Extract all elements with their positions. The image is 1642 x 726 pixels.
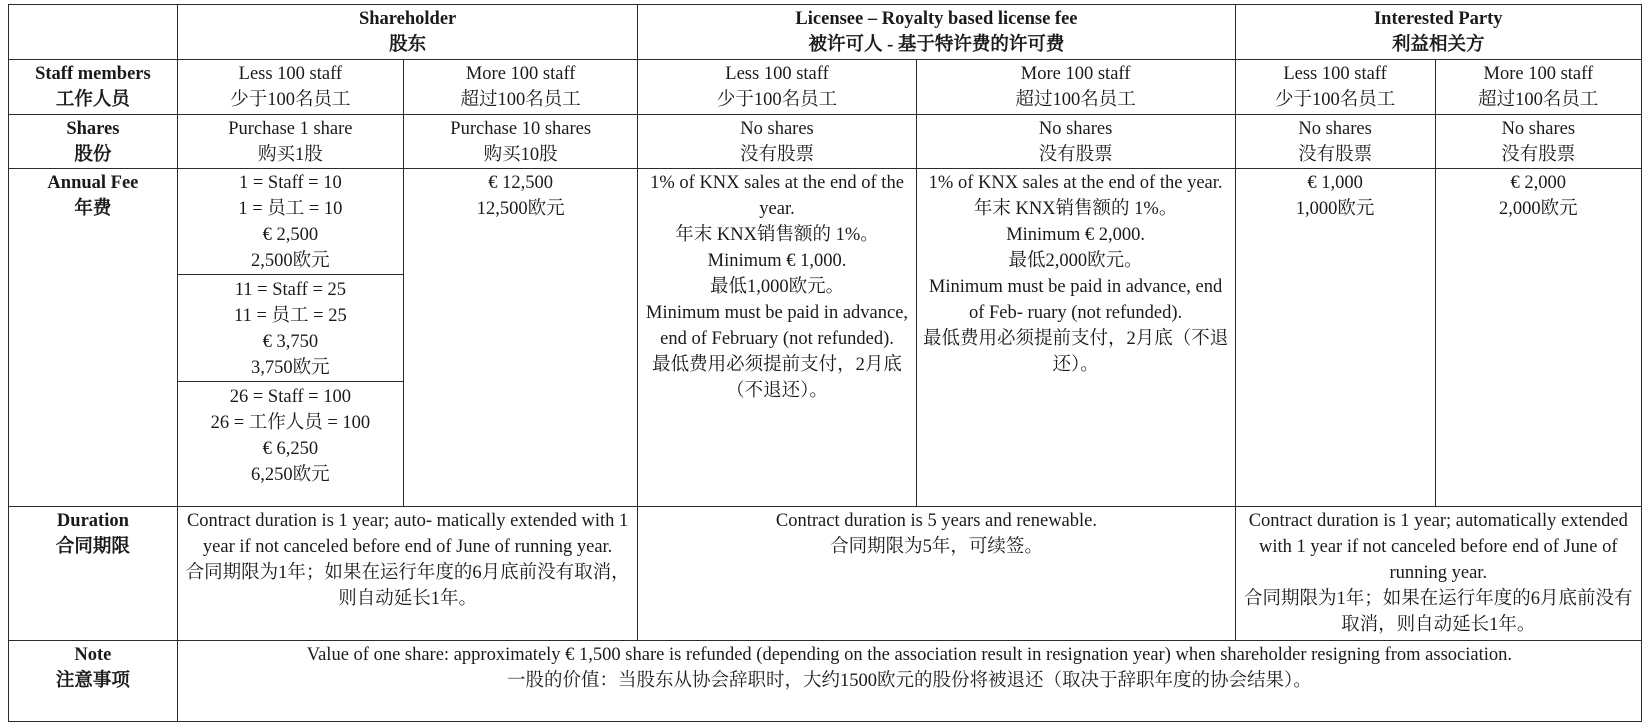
- fee-eur: € 12,500: [488, 173, 554, 194]
- duration-licensee: [638, 506, 1235, 640]
- shares-en: No shares: [740, 118, 814, 139]
- fee-shareholder-large: [403, 169, 637, 507]
- fee-line: Minimum must be paid in advance, end of February (not refunded).: [646, 303, 909, 350]
- header-shareholder-en: Shareholder: [358, 9, 457, 29]
- staff-en: Less 100 staff: [238, 63, 343, 84]
- shares-zh: 没有股票: [1501, 144, 1576, 165]
- row-label-fee: [9, 169, 178, 507]
- tier-fee-zh: 2,500欧元: [251, 251, 330, 272]
- staff-cell: [177, 59, 403, 114]
- row-label-fee-zh: 年费: [74, 199, 112, 220]
- staff-en: Less 100 staff: [1283, 63, 1387, 84]
- row-label-staff: [9, 59, 178, 114]
- header-licensee: [638, 5, 1235, 60]
- shares-zh: 购买10股: [483, 144, 558, 165]
- duration-en: Contract duration is 5 years and renewable.: [775, 510, 1097, 531]
- header-licensee-en: Licensee – Royalty based license fee: [795, 9, 1078, 29]
- staff-zh: 超过100名员工: [1015, 89, 1136, 110]
- fee-line: 最低费用必须提前支付，2月底（不退还）。: [922, 329, 1229, 376]
- shares-cell: [638, 114, 916, 169]
- duration-zh: 合同期限为1年；如果在运行年度的6月底前没有取消，则自动延长1年。: [1244, 588, 1633, 635]
- fee-line: 年末 KNX销售额的 1%。: [675, 225, 879, 246]
- row-label-duration-en: Duration: [56, 510, 129, 531]
- fee-line: 1% of KNX sales at the end of the year.: [928, 173, 1223, 194]
- tier-fee-eur: € 3,750: [262, 332, 319, 353]
- staff-en: More 100 staff: [1483, 63, 1594, 84]
- header-interested-en: Interested Party: [1373, 9, 1503, 29]
- staff-zh: 少于100名员工: [716, 89, 838, 110]
- row-label-staff-zh: 工作人员: [55, 89, 130, 110]
- header-shareholder-zh: 股东: [389, 35, 427, 55]
- duration-shareholder: [177, 506, 638, 640]
- shares-en: Purchase 10 shares: [450, 118, 592, 139]
- fee-interested-small: [1235, 169, 1435, 507]
- fee-tier: [178, 381, 403, 488]
- fee-licensee-large: [916, 169, 1235, 507]
- staff-en: More 100 staff: [1020, 63, 1131, 84]
- shares-cell: [1435, 114, 1641, 169]
- fee-eur: € 2,000: [1510, 173, 1567, 194]
- shares-en: No shares: [1038, 118, 1113, 139]
- duration-en: Contract duration is 1 year; automatically extended with 1 year if not canceled before end of June of running year.: [1248, 510, 1628, 583]
- row-label-duration-zh: 合同期限: [55, 536, 130, 557]
- duration-row: [9, 506, 1642, 640]
- fee-line: 年末 KNX销售额的 1%。: [973, 199, 1178, 220]
- header-row: [9, 5, 1642, 60]
- fee-tier: [178, 274, 403, 381]
- tier-range-en: 26 = Staff = 100: [229, 387, 351, 408]
- shares-en: No shares: [1298, 118, 1372, 139]
- fee-line: Minimum € 1,000.: [707, 251, 847, 272]
- staff-cell: [916, 59, 1235, 114]
- note-text: [177, 640, 1641, 721]
- row-label-fee-en: Annual Fee: [47, 173, 139, 194]
- staff-cell: [638, 59, 916, 114]
- note-row: [9, 640, 1642, 721]
- tier-range-en: 1 = Staff = 10: [239, 173, 342, 194]
- shares-cell: [403, 114, 637, 169]
- fee-licensee-small: [638, 169, 916, 507]
- tier-range-zh: 1 = 员工 = 10: [238, 199, 343, 220]
- header-interested-party: [1235, 5, 1641, 60]
- duration-zh: 合同期限为1年；如果在运行年度的6月底前没有取消，则自动延长1年。: [185, 562, 630, 609]
- tier-fee-eur: € 6,250: [262, 439, 319, 460]
- shares-cell: [916, 114, 1235, 169]
- shares-zh: 没有股票: [740, 144, 815, 165]
- tier-range-zh: 26 = 工作人员 = 100: [210, 413, 371, 434]
- note-zh: 一股的价值：当股东从协会辞职时，大约1500欧元的股份将被退还（取决于辞职年度的协会结果）。: [507, 670, 1312, 691]
- fee-zh: 1,000欧元: [1295, 199, 1375, 220]
- row-label-shares: [9, 114, 178, 169]
- fee-eur: € 1,000: [1307, 173, 1363, 194]
- fee-shareholder-small: [177, 169, 403, 507]
- tier-fee-zh: 3,750欧元: [251, 358, 330, 379]
- fee-zh: 2,000欧元: [1498, 199, 1578, 220]
- header-interested-zh: 利益相关方: [1392, 35, 1485, 55]
- shares-cell: [177, 114, 403, 169]
- fee-line: Minimum must be paid in advance, end of Feb- ruary (not refunded).: [928, 277, 1223, 324]
- row-label-shares-zh: 股份: [74, 144, 112, 165]
- staff-en: Less 100 staff: [725, 63, 829, 84]
- staff-zh: 少于100名员工: [1274, 89, 1396, 110]
- fee-line: 最低费用必须提前支付，2月底（不退还）。: [652, 355, 902, 402]
- staff-cell: [1435, 59, 1641, 114]
- staff-row: [9, 59, 1642, 114]
- fee-line: 最低2,000欧元。: [1008, 251, 1143, 272]
- fee-line: Minimum € 2,000.: [1006, 225, 1145, 246]
- corner-cell: [9, 5, 178, 60]
- staff-zh: 少于100名员工: [230, 89, 351, 110]
- duration-interested: [1235, 506, 1641, 640]
- membership-fee-table: [8, 4, 1642, 722]
- annual-fee-row: [9, 169, 1642, 507]
- staff-zh: 超过100名员工: [1478, 89, 1599, 110]
- duration-zh: 合同期限为5年，可续签。: [830, 536, 1043, 557]
- row-label-shares-en: Shares: [66, 118, 120, 139]
- shares-zh: 没有股票: [1298, 144, 1373, 165]
- tier-fee-eur: € 2,500: [262, 225, 319, 246]
- fee-line: 最低1,000欧元。: [709, 277, 845, 298]
- row-label-note: [9, 640, 178, 721]
- tier-range-zh: 11 = 员工 = 25: [234, 306, 347, 327]
- shares-cell: [1235, 114, 1435, 169]
- row-label-note-en: Note: [74, 644, 112, 665]
- fee-interested-large: [1435, 169, 1641, 507]
- tier-fee-zh: 6,250欧元: [251, 465, 330, 486]
- header-licensee-zh: 被许可人 - 基于特许费的许可费: [808, 35, 1065, 55]
- shares-row: [9, 114, 1642, 169]
- row-label-staff-en: Staff members: [35, 63, 151, 84]
- shares-en: Purchase 1 share: [228, 118, 353, 139]
- fee-tier: [178, 170, 403, 274]
- shares-zh: 购买1股: [257, 144, 323, 165]
- shares-zh: 没有股票: [1038, 144, 1113, 165]
- staff-cell: [403, 59, 637, 114]
- row-label-note-zh: 注意事项: [55, 670, 130, 691]
- staff-cell: [1235, 59, 1435, 114]
- fee-line: 1% of KNX sales at the end of the year.: [650, 173, 904, 220]
- header-shareholder: [177, 5, 638, 60]
- note-en: Value of one share: approximately € 1,500 share is refunded (depending on the association result in resignation year) when shareholder resigning from association.: [306, 644, 1513, 665]
- fee-zh: 12,500欧元: [476, 199, 565, 220]
- duration-en: Contract duration is 1 year; auto- matically extended with 1 year if not canceled before end of June of running year.: [186, 510, 629, 557]
- staff-en: More 100 staff: [465, 63, 576, 84]
- staff-zh: 超过100名员工: [460, 89, 581, 110]
- row-label-duration: [9, 506, 178, 640]
- shares-en: No shares: [1501, 118, 1576, 139]
- tier-range-en: 11 = Staff = 25: [234, 280, 347, 301]
